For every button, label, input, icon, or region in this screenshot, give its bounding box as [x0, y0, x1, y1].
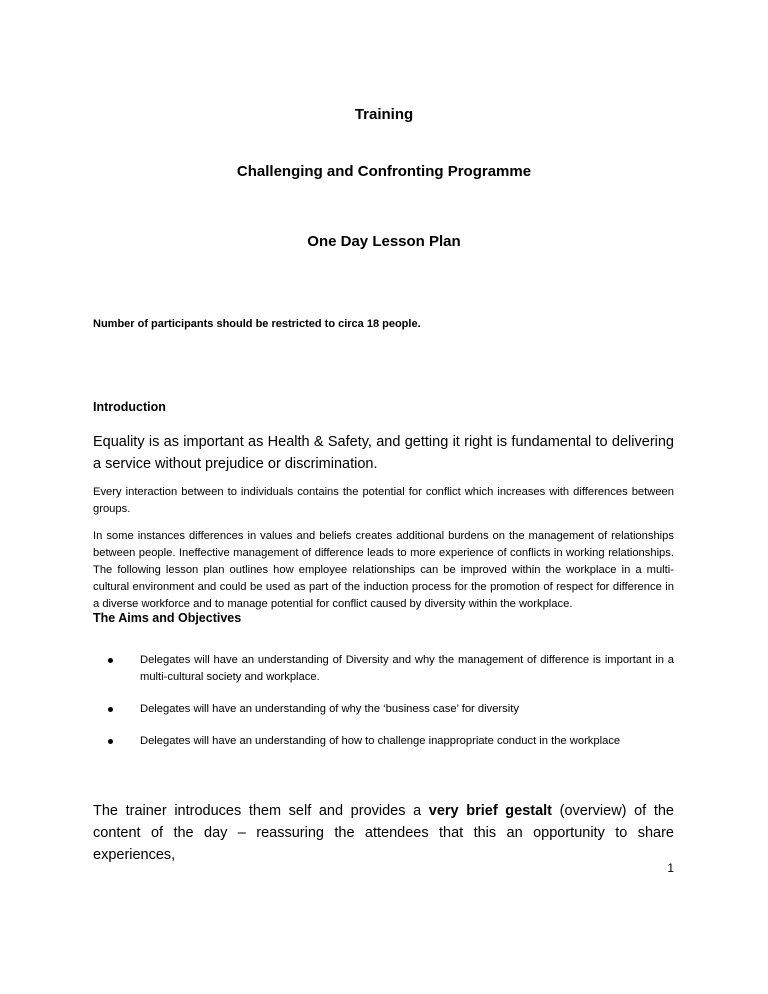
aims-heading: The Aims and Objectives [93, 611, 242, 625]
lesson-plan-subtitle: One Day Lesson Plan [307, 233, 461, 250]
trainer-text-end: (overview) of the content of the day – reassuring the attendees that this an opportunity to share experiences, [93, 803, 674, 863]
aims-item-text: Delegates will have an understanding of Diversity and why the management of difference is important in a multi-cultural society and workplace. [140, 654, 674, 683]
programme-title: Challenging and Confronting Programme [236, 163, 532, 180]
bullet-icon [108, 739, 113, 744]
aims-list-item [93, 733, 674, 750]
introduction-heading: Introduction [93, 400, 166, 414]
aims-item-text: Delegates will have an understanding of how to challenge inappropriate conduct in the workplace [140, 735, 621, 747]
introduction-paragraph: In some instances differences in values and beliefs creates additional burdens on the management of relationships between people. Ineffective management of difference leads to more experience of conflicts in working relationships. The following lesson plan outlines how employee relationships can be improved within the workplace in a multi-cultural environment and could be used as part of the induction process for the promotion of respect for difference in a diverse workforce and to manage potential for conflict caused by diversity within the workplace. [93, 530, 674, 610]
document-title: Training [354, 106, 414, 123]
introduction-paragraph: Every interaction between to individuals contains the potential for conflict which increases with differences between groups. [93, 486, 674, 515]
trainer-text-start: The trainer introduces them self and provides a [93, 803, 429, 819]
aims-list-item [93, 652, 674, 686]
trainer-emphasis: very brief gestalt [428, 803, 553, 819]
introduction-lead-paragraph: Equality is as important as Health & Safety, and getting it right is fundamental to delivering a service without prejudice or discrimination. [93, 434, 674, 472]
aims-list [93, 652, 674, 765]
participants-note: Number of participants should be restricted to circa 18 people. [93, 318, 421, 330]
bullet-icon [108, 707, 113, 712]
aims-item-text: Delegates will have an understanding of why the ‘business case’ for diversity [140, 703, 519, 715]
trainer-paragraph [93, 800, 674, 866]
aims-list-item [93, 701, 674, 718]
bullet-icon [108, 658, 113, 663]
page-number: 1 [667, 861, 674, 875]
